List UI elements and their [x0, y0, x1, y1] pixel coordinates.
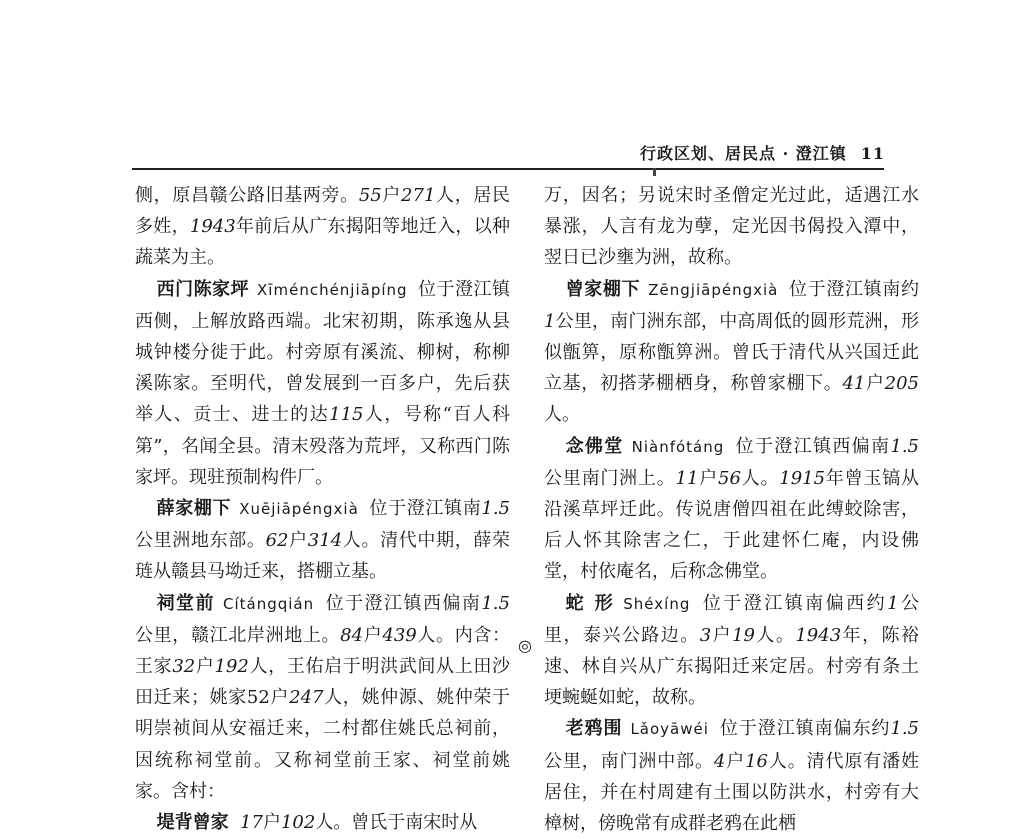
running-header: [640, 141, 885, 164]
binding-hole-mark: ◎: [518, 636, 532, 655]
page-number: 11: [860, 144, 885, 163]
right-column: [544, 180, 919, 839]
entry-laoyawei: 老鸦围 Lǎoyāwéi 位于澄江镇南偏东约1.5公里，南门洲中部。4户16人。清代原有潘姓居住，并在村周建有土围以防洪水，村旁有大樟树，傍晚常有成群老鸦在此栖: [544, 718, 920, 835]
entry-name: 老鸦围: [565, 718, 623, 740]
entry-pinyin: Shéxíng: [623, 594, 691, 613]
paragraph-continuation: 万，因名；另说宋时圣僧定光过此，适遇江水暴涨，人言有龙为孽，定光因书偈投入潭中，翌日已沙壅为洲，故称。: [544, 185, 919, 269]
header-title: 行政区划、居民点 · 澄江镇: [640, 144, 847, 163]
paragraph-continuation: 侧，原昌赣公路旧基两旁。55户271人，居民多姓，1943年前后从广东揭阳等地迁入，以种蔬菜为主。: [135, 185, 511, 269]
entry-pinyin: Cítángqián: [223, 594, 315, 613]
entry-name: 西门陈家坪: [156, 278, 250, 300]
entry-pinyin: Xīménchénjiāpíng: [257, 280, 408, 299]
entry-name: 薛家棚下: [156, 498, 232, 520]
left-column: [135, 180, 510, 838]
header-rule: [132, 168, 884, 170]
entry-ximen-chenjiaping: 西门陈家坪 Xīménchénjiāpíng 位于澄江镇西侧，上解放路西端。北宋初期，陈承逸从县城钟楼分徙于此。村旁原有溪流、柳树，称柳溪陈家。至明代，曾发展到一百多户，先后获举人、贡士、进士的达115人，号称“百人科第”，名闻全县。清末殁落为荒坪，又称西门陈家坪。现驻预制构件厂。: [135, 278, 511, 488]
entry-nianfotang: 念佛堂 Niànfótáng 位于澄江镇西偏南1.5公里南门洲上。11户56人。1915年曾玉镐从沿溪草坪迁此。传说唐僧四祖在此缚蛟除害，后人怀其除害之仁，于此建怀仁庵，内设佛堂，村依庵名，后称念佛堂。: [544, 435, 920, 583]
entry-pinyin: Niànfótáng: [631, 437, 725, 456]
entry-zengjia-pengxia: 曾家棚下 Zēngjiāpéngxià 位于澄江镇南约1公里，南门洲东部，中高周低的圆形荒洲，形似甑箅，原称甑箅洲。曾氏于清代从兴国迁此立基，初搭茅棚栖身，称曾家棚下。41户205人。: [544, 278, 920, 426]
entry-name: 堤背曾家: [156, 812, 229, 834]
entry-citangqian: 祠堂前 Cítángqián 位于澄江镇西偏南1.5公里，赣江北岸洲地上。84户439人。内含：王家32户192人，王佑启于明洪武间从上田沙田迁来；姚家52户247人，姚仲源、姚仲荣于明崇祯间从安福迁来，二村都住姚氏总祠前，因统称祠堂前。又称祠堂前王家、祠堂前姚家。含村：: [135, 592, 511, 802]
entry-pinyin: Zēngjiāpéngxià: [648, 280, 779, 299]
entry-pinyin: Lǎoyāwéi: [630, 720, 709, 739]
entry-dibei-zengjia: 堤背曾家 17户102人。曾氏于南宋时从: [156, 812, 478, 834]
print-mark: [653, 168, 656, 176]
entry-shexing: 蛇 形 Shéxíng 位于澄江镇南偏西约1公里，泰兴公路边。3户19人。1943年，陈裕速、林自兴从广东揭阳迁来定居。村旁有条土埂蜿蜒如蛇，故称。: [544, 592, 920, 709]
entry-name: 曾家棚下: [565, 278, 641, 300]
entry-name: 念佛堂: [565, 435, 624, 457]
entry-name: 蛇 形: [565, 592, 616, 614]
entry-pinyin: Xuējiāpéngxià: [239, 500, 359, 519]
entry-name: 祠堂前: [156, 592, 215, 614]
entry-xuejia-pengxia: 薛家棚下 Xuējiāpéngxià 位于澄江镇南1.5公里洲地东部。62户314人。清代中期，薛荣琏从赣县马坳迁来，搭棚立基。: [135, 498, 511, 583]
